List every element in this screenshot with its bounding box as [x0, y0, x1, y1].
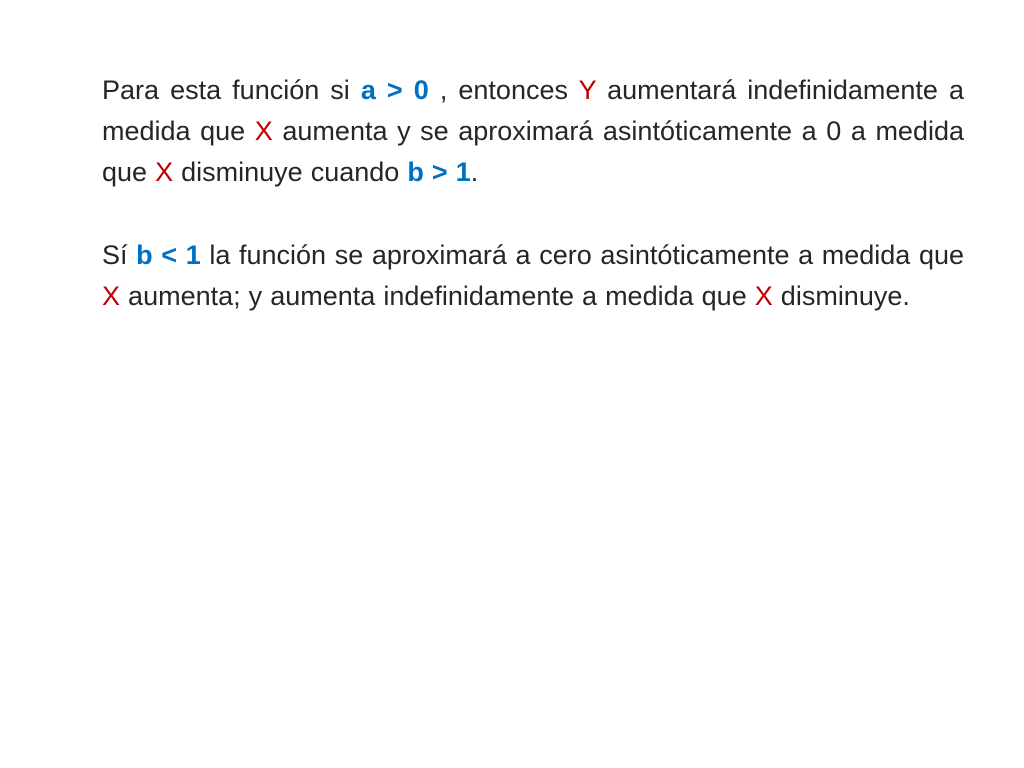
variable-highlight: X: [754, 281, 773, 311]
text-run: aumenta; y aumenta indefinidamente a medida que: [120, 281, 755, 311]
condition-highlight: b < 1: [136, 240, 201, 270]
variable-highlight: X: [155, 157, 174, 187]
text-run: aumentará indefinidamente a medida que: [102, 75, 964, 146]
text-run: la función se aproximará a cero asintóticamente a medida que: [200, 240, 965, 270]
paragraph-exponential-growth: [102, 70, 964, 193]
paragraph-exponential-decay: [102, 235, 964, 317]
text-run: Sí: [102, 240, 137, 270]
condition-highlight: a > 0: [360, 75, 429, 105]
variable-highlight: X: [254, 116, 273, 146]
text-run: aumenta y se aproximará asintóticamente a 0 a medida que: [102, 116, 964, 187]
condition-highlight: b > 1: [407, 157, 471, 187]
text-run: Para esta función si: [102, 75, 361, 105]
variable-highlight: Y: [578, 75, 597, 105]
text-run: .: [470, 157, 479, 187]
text-run: disminuye cuando: [173, 157, 408, 187]
slide-body-text: [102, 70, 964, 317]
variable-highlight: X: [102, 281, 121, 311]
text-run: , entonces: [428, 75, 579, 105]
text-run: disminuye.: [772, 281, 910, 311]
